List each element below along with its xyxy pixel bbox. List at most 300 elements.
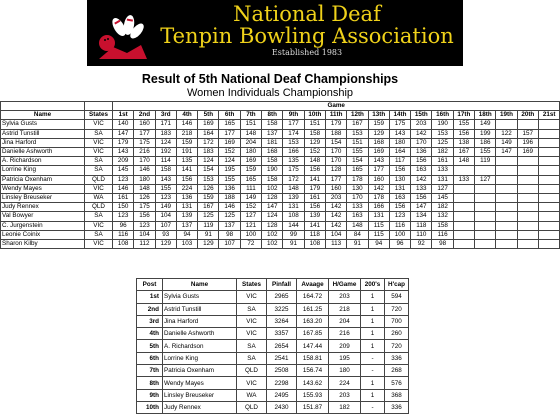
game-score-cell: 159	[176, 138, 197, 147]
bowler-name-cell: Lorrine King	[163, 352, 237, 364]
game-score-cell: 171	[155, 120, 176, 129]
game-score-cell: 91	[347, 240, 368, 249]
average-cell: 164.72	[297, 291, 329, 303]
handicap-cell: 336	[385, 401, 409, 413]
game-score-cell: 128	[262, 221, 283, 230]
game-score-cell: 142	[368, 184, 389, 193]
state-cell: VIC	[85, 148, 113, 157]
game-score-cell	[453, 184, 474, 193]
state-cell: VIC	[85, 240, 113, 249]
game-score-cell	[538, 203, 559, 212]
game-score-cell	[475, 194, 496, 203]
game-score-cell: 177	[134, 129, 155, 138]
game-score-cell: 166	[368, 203, 389, 212]
column-header: 15th	[411, 111, 432, 120]
game-score-cell: 159	[198, 194, 219, 203]
average-cell: 158.81	[297, 352, 329, 364]
game-score-cell: 127	[240, 212, 261, 221]
game-score-cell: 156	[389, 166, 410, 175]
game-score-cell: 143	[155, 175, 176, 184]
game-score-cell: 174	[283, 129, 304, 138]
position-cell: 8th	[137, 377, 163, 389]
game-score-cell: 116	[389, 221, 410, 230]
game-score-cell	[475, 240, 496, 249]
average-cell: 147.44	[297, 340, 329, 352]
game-score-cell: 116	[432, 230, 453, 239]
game-score-cell: 131	[389, 184, 410, 193]
game-score-cell	[475, 212, 496, 221]
game-score-cell: 136	[411, 148, 432, 157]
state-cell: VIC	[237, 377, 267, 389]
game-score-cell: 167	[198, 203, 219, 212]
game-score-cell: 158	[262, 175, 283, 184]
standings-table-body	[137, 291, 409, 414]
game-score-cell: 146	[113, 184, 134, 193]
column-header: 2nd	[134, 111, 155, 120]
game-score-cell	[496, 120, 517, 129]
game-score-cell: 191	[176, 148, 197, 157]
game-score-cell: 129	[368, 129, 389, 138]
game-score-cell: 149	[240, 194, 261, 203]
game-score-cell: 160	[134, 120, 155, 129]
game-score-cell	[538, 120, 559, 129]
table-row	[1, 166, 560, 175]
game-score-cell: 188	[219, 194, 240, 203]
game-score-cell: 123	[134, 221, 155, 230]
game-score-cell	[475, 166, 496, 175]
game-score-cell: 142	[325, 221, 346, 230]
bowler-name-cell: C. Jurgenstein	[1, 221, 85, 230]
pinfall-cell: 2508	[267, 365, 297, 377]
game-score-cell: 141	[176, 166, 197, 175]
game-score-cell: 127	[432, 184, 453, 193]
game-score-cell: 144	[283, 221, 304, 230]
game-score-cell: 108	[113, 240, 134, 249]
game-score-cell: 183	[155, 129, 176, 138]
table-row	[1, 194, 560, 203]
game-score-cell: 94	[176, 230, 197, 239]
game-score-cell: 148	[240, 129, 261, 138]
game-score-cell: 169	[368, 148, 389, 157]
table-row	[137, 365, 409, 377]
bowler-name-cell: Danielle Ashworth	[163, 328, 237, 340]
game-score-cell: 172	[198, 138, 219, 147]
column-header: H/Game	[329, 279, 361, 291]
game-score-cell: 135	[176, 157, 197, 166]
game-score-cell: 153	[347, 129, 368, 138]
game-score-cell: 115	[368, 230, 389, 239]
column-header: 6th	[219, 111, 240, 120]
game-score-cell	[496, 240, 517, 249]
state-cell: QLD	[85, 175, 113, 184]
game-score-cell: 110	[411, 230, 432, 239]
column-header: 12th	[347, 111, 368, 120]
game-score-cell: 178	[368, 194, 389, 203]
table-row	[1, 203, 560, 212]
game-score-cell: 115	[368, 221, 389, 230]
bowler-name-cell: Danielle Ashworth	[1, 148, 85, 157]
game-score-cell: 177	[219, 129, 240, 138]
position-cell: 10th	[137, 401, 163, 413]
two-hundreds-cell: 1	[361, 315, 385, 327]
game-score-cell: 177	[325, 175, 346, 184]
game-score-cell: 158	[304, 129, 325, 138]
game-score-cell: 177	[368, 166, 389, 175]
column-header: Post	[137, 279, 163, 291]
position-cell: 9th	[137, 389, 163, 401]
game-score-cell: 172	[283, 175, 304, 184]
game-score-cell: 130	[389, 175, 410, 184]
bowler-name-cell: Val Bowyer	[1, 212, 85, 221]
game-score-cell: 123	[113, 212, 134, 221]
table-row	[137, 401, 409, 413]
game-score-cell: 170	[325, 157, 346, 166]
game-score-cell: 107	[155, 221, 176, 230]
game-score-cell: 139	[304, 212, 325, 221]
pinfall-cell: 2495	[267, 389, 297, 401]
average-cell: 143.62	[297, 377, 329, 389]
game-score-cell: 129	[198, 240, 219, 249]
game-score-cell	[517, 194, 538, 203]
table-row	[1, 157, 560, 166]
game-score-cell: 170	[411, 138, 432, 147]
pinfall-cell: 2965	[267, 291, 297, 303]
game-score-cell	[538, 138, 559, 147]
game-score-cell: 112	[134, 240, 155, 249]
game-score-cell: 148	[453, 157, 474, 166]
game-score-cell: 155	[219, 175, 240, 184]
column-header: 7th	[240, 111, 261, 120]
game-score-cell: 141	[304, 221, 325, 230]
bowler-name-cell: Lorrine King	[1, 166, 85, 175]
game-score-cell: 108	[283, 212, 304, 221]
state-cell: VIC	[85, 221, 113, 230]
game-score-cell: 175	[134, 203, 155, 212]
column-header: 9th	[283, 111, 304, 120]
game-score-cell: 195	[219, 166, 240, 175]
game-score-cell: 129	[304, 138, 325, 147]
game-score-cell: 129	[155, 240, 176, 249]
table-row	[137, 303, 409, 315]
game-score-cell	[453, 194, 474, 203]
game-score-cell: 161	[113, 194, 134, 203]
game-score-cell: 163	[389, 194, 410, 203]
game-score-cell: 139	[283, 194, 304, 203]
bowler-name-cell: Astrid Tunstill	[163, 303, 237, 315]
game-score-cell: 148	[347, 221, 368, 230]
game-score-cell: 216	[134, 148, 155, 157]
two-hundreds-cell: 1	[361, 377, 385, 389]
game-score-cell: 154	[325, 138, 346, 147]
game-score-cell	[538, 212, 559, 221]
game-score-cell: 156	[134, 212, 155, 221]
state-cell: VIC	[237, 315, 267, 327]
game-score-cell	[517, 240, 538, 249]
game-score-cell: 137	[176, 221, 197, 230]
game-score-cell	[496, 175, 517, 184]
game-score-cell: 182	[432, 148, 453, 157]
game-score-cell: 146	[176, 120, 197, 129]
game-score-cell: 190	[432, 120, 453, 129]
average-cell: 155.93	[297, 389, 329, 401]
game-score-cell: 133	[453, 175, 474, 184]
column-header: States	[237, 279, 267, 291]
bowling-pin-and-ball-icon	[93, 3, 151, 63]
game-score-cell: 137	[219, 221, 240, 230]
bowler-name-cell: Sylvia Gusts	[163, 291, 237, 303]
game-score-cell: 124	[262, 212, 283, 221]
game-score-cell: 179	[113, 138, 134, 147]
game-score-cell: 133	[432, 166, 453, 175]
game-score-cell: 159	[368, 120, 389, 129]
state-cell: SA	[237, 340, 267, 352]
game-score-cell: 96	[389, 240, 410, 249]
position-cell: 6th	[137, 352, 163, 364]
game-score-cell: 102	[262, 184, 283, 193]
game-score-cell: 118	[304, 230, 325, 239]
table-row	[137, 352, 409, 364]
game-score-cell: 164	[389, 148, 410, 157]
bowler-name-cell: Linsley Breuseker	[1, 194, 85, 203]
game-score-cell: 123	[113, 175, 134, 184]
game-score-cell	[538, 166, 559, 175]
game-score-cell: 158	[432, 221, 453, 230]
game-score-cell: 165	[347, 166, 368, 175]
game-score-cell: 156	[411, 157, 432, 166]
state-cell: SA	[85, 212, 113, 221]
game-score-cell: 161	[432, 157, 453, 166]
game-score-cell: 169	[517, 148, 538, 157]
game-score-cell: 146	[219, 203, 240, 212]
table-row	[1, 240, 560, 249]
bowler-name-cell: A. Richardson	[163, 340, 237, 352]
game-score-cell: 119	[198, 221, 219, 230]
game-score-cell: 152	[304, 148, 325, 157]
game-score-cell: 126	[134, 194, 155, 203]
game-score-cell: 131	[368, 212, 389, 221]
game-score-cell: 168	[262, 148, 283, 157]
game-score-cell: 182	[432, 203, 453, 212]
game-score-cell: 139	[176, 212, 197, 221]
bowler-name-cell: Astrid Tunstill	[1, 129, 85, 138]
game-score-cell	[475, 203, 496, 212]
game-score-cell	[453, 240, 474, 249]
game-score-cell	[538, 194, 559, 203]
game-score-cell: 137	[262, 129, 283, 138]
state-cell: QLD	[237, 365, 267, 377]
org-name-block	[157, 3, 457, 59]
game-score-cell	[538, 175, 559, 184]
game-score-cell: 169	[219, 138, 240, 147]
bowler-name-cell: Wendy Mayes	[163, 377, 237, 389]
column-header: 3rd	[155, 111, 176, 120]
game-score-cell: 196	[517, 138, 538, 147]
average-cell: 167.85	[297, 328, 329, 340]
two-hundreds-cell: 1	[361, 340, 385, 352]
game-score-cell: 169	[240, 157, 261, 166]
game-score-cell: 152	[240, 203, 261, 212]
game-score-cell: 147	[113, 129, 134, 138]
standings-header-row	[137, 279, 409, 291]
column-header: 16th	[432, 111, 453, 120]
bowler-name-cell: Leonie Coinix	[1, 230, 85, 239]
game-score-cell	[475, 184, 496, 193]
position-cell: 1st	[137, 291, 163, 303]
game-score-cell: 149	[475, 120, 496, 129]
game-score-cell	[538, 157, 559, 166]
header-banner	[87, 0, 463, 66]
game-score-cell: 158	[262, 120, 283, 129]
game-score-cell	[496, 157, 517, 166]
game-score-cell: 135	[283, 157, 304, 166]
game-score-cell	[453, 221, 474, 230]
state-cell: QLD	[237, 401, 267, 413]
game-score-cell: 183	[198, 148, 219, 157]
game-score-cell: 116	[113, 230, 134, 239]
state-cell: VIC	[85, 120, 113, 129]
game-score-cell	[496, 212, 517, 221]
state-cell: SA	[85, 157, 113, 166]
pinfall-cell: 3225	[267, 303, 297, 315]
bowler-name-cell: Patricia Oxenham	[1, 175, 85, 184]
game-score-cell: 166	[283, 148, 304, 157]
state-cell: VIC	[237, 328, 267, 340]
game-score-cell: 107	[219, 240, 240, 249]
game-score-cell: 155	[155, 184, 176, 193]
column-header: Pinfall	[267, 279, 297, 291]
game-score-cell: 161	[304, 194, 325, 203]
game-score-cell: 165	[219, 120, 240, 129]
game-score-cell	[496, 184, 517, 193]
state-cell: WA	[85, 194, 113, 203]
org-name-line1: National Deaf	[233, 2, 381, 26]
state-cell: VIC	[85, 184, 113, 193]
game-score-cell: 103	[176, 240, 197, 249]
game-score-cell: 186	[475, 138, 496, 147]
game-score-cell	[453, 203, 474, 212]
high-game-cell: 180	[329, 365, 361, 377]
game-score-cell: 158	[262, 157, 283, 166]
table-row	[137, 315, 409, 327]
game-score-cell: 91	[283, 240, 304, 249]
column-header: H'cap	[385, 279, 409, 291]
bowler-name-cell: Sylvia Gusts	[1, 120, 85, 129]
handicap-cell: 368	[385, 389, 409, 401]
game-score-cell: 92	[411, 240, 432, 249]
game-score-cell: 128	[262, 194, 283, 203]
two-hundreds-cell: 1	[361, 303, 385, 315]
game-score-cell: 108	[304, 240, 325, 249]
game-score-cell: 175	[389, 120, 410, 129]
game-score-cell: 104	[325, 230, 346, 239]
two-hundreds-cell: -	[361, 401, 385, 413]
two-hundreds-cell: 1	[361, 291, 385, 303]
org-name-line2: Tenpin Bowling Association	[160, 24, 454, 48]
game-score-cell: 188	[325, 129, 346, 138]
handicap-cell: 268	[385, 365, 409, 377]
game-score-cell: 192	[155, 148, 176, 157]
game-score-cell: 104	[155, 212, 176, 221]
game-score-cell: 148	[134, 184, 155, 193]
game-score-cell: 125	[432, 138, 453, 147]
game-score-cell: 159	[240, 166, 261, 175]
game-score-cell: 204	[240, 138, 261, 147]
game-score-cell: 96	[113, 221, 134, 230]
game-score-cell: 156	[411, 194, 432, 203]
game-score-cell: 175	[134, 138, 155, 147]
game-score-cell: 118	[411, 221, 432, 230]
high-game-cell: 203	[329, 389, 361, 401]
game-score-cell	[517, 212, 538, 221]
game-score-cell: 123	[155, 194, 176, 203]
game-score-cell: 131	[283, 203, 304, 212]
game-score-cell: 136	[219, 184, 240, 193]
page-subtitle: Women Individuals Championship	[186, 87, 354, 99]
game-score-cell: 147	[496, 148, 517, 157]
column-header: 17th	[453, 111, 474, 120]
column-header: 10th	[304, 111, 325, 120]
game-score-cell: 170	[134, 157, 155, 166]
game-score-cell: 131	[176, 203, 197, 212]
game-score-cell: 125	[198, 212, 219, 221]
pinfall-cell: 3264	[267, 315, 297, 327]
average-cell: 161.25	[297, 303, 329, 315]
state-cell: SA	[85, 166, 113, 175]
game-score-cell: 145	[113, 166, 134, 175]
game-score-cell	[517, 184, 538, 193]
pinfall-cell: 3357	[267, 328, 297, 340]
table-row	[137, 389, 409, 401]
game-score-cell: 143	[113, 148, 134, 157]
game-score-cell: 131	[432, 175, 453, 184]
state-cell: SA	[85, 230, 113, 239]
column-header: 21st	[538, 111, 559, 120]
table-row	[137, 291, 409, 303]
table-row	[1, 138, 560, 147]
table-row	[1, 221, 560, 230]
column-header: 19th	[496, 111, 517, 120]
bowler-name-cell: Wendy Mayes	[1, 184, 85, 193]
game-score-cell: 125	[219, 212, 240, 221]
game-score-cell: 160	[325, 184, 346, 193]
game-score-cell: 149	[496, 138, 517, 147]
game-score-cell: 127	[475, 175, 496, 184]
game-score-cell: 99	[283, 230, 304, 239]
handicap-cell: 576	[385, 377, 409, 389]
game-score-cell: 142	[411, 175, 432, 184]
game-score-cell: 167	[453, 148, 474, 157]
handicap-cell: 700	[385, 315, 409, 327]
game-score-cell	[517, 203, 538, 212]
game-score-cell	[453, 230, 474, 239]
state-cell: SA	[237, 352, 267, 364]
game-group-header: Game	[113, 102, 560, 111]
game-score-cell: 133	[411, 184, 432, 193]
table-row	[1, 120, 560, 129]
table-row	[137, 377, 409, 389]
game-score-cell: 121	[240, 221, 261, 230]
table-row	[1, 175, 560, 184]
game-score-cell: 158	[155, 166, 176, 175]
game-score-cell	[538, 221, 559, 230]
game-score-cell: 156	[176, 175, 197, 184]
game-score-cell	[517, 175, 538, 184]
game-score-cell: 167	[347, 120, 368, 129]
high-game-cell: 218	[329, 303, 361, 315]
bowler-name-cell: Jina Harford	[1, 138, 85, 147]
game-score-cell: 94	[368, 240, 389, 249]
standings-table	[136, 278, 409, 414]
